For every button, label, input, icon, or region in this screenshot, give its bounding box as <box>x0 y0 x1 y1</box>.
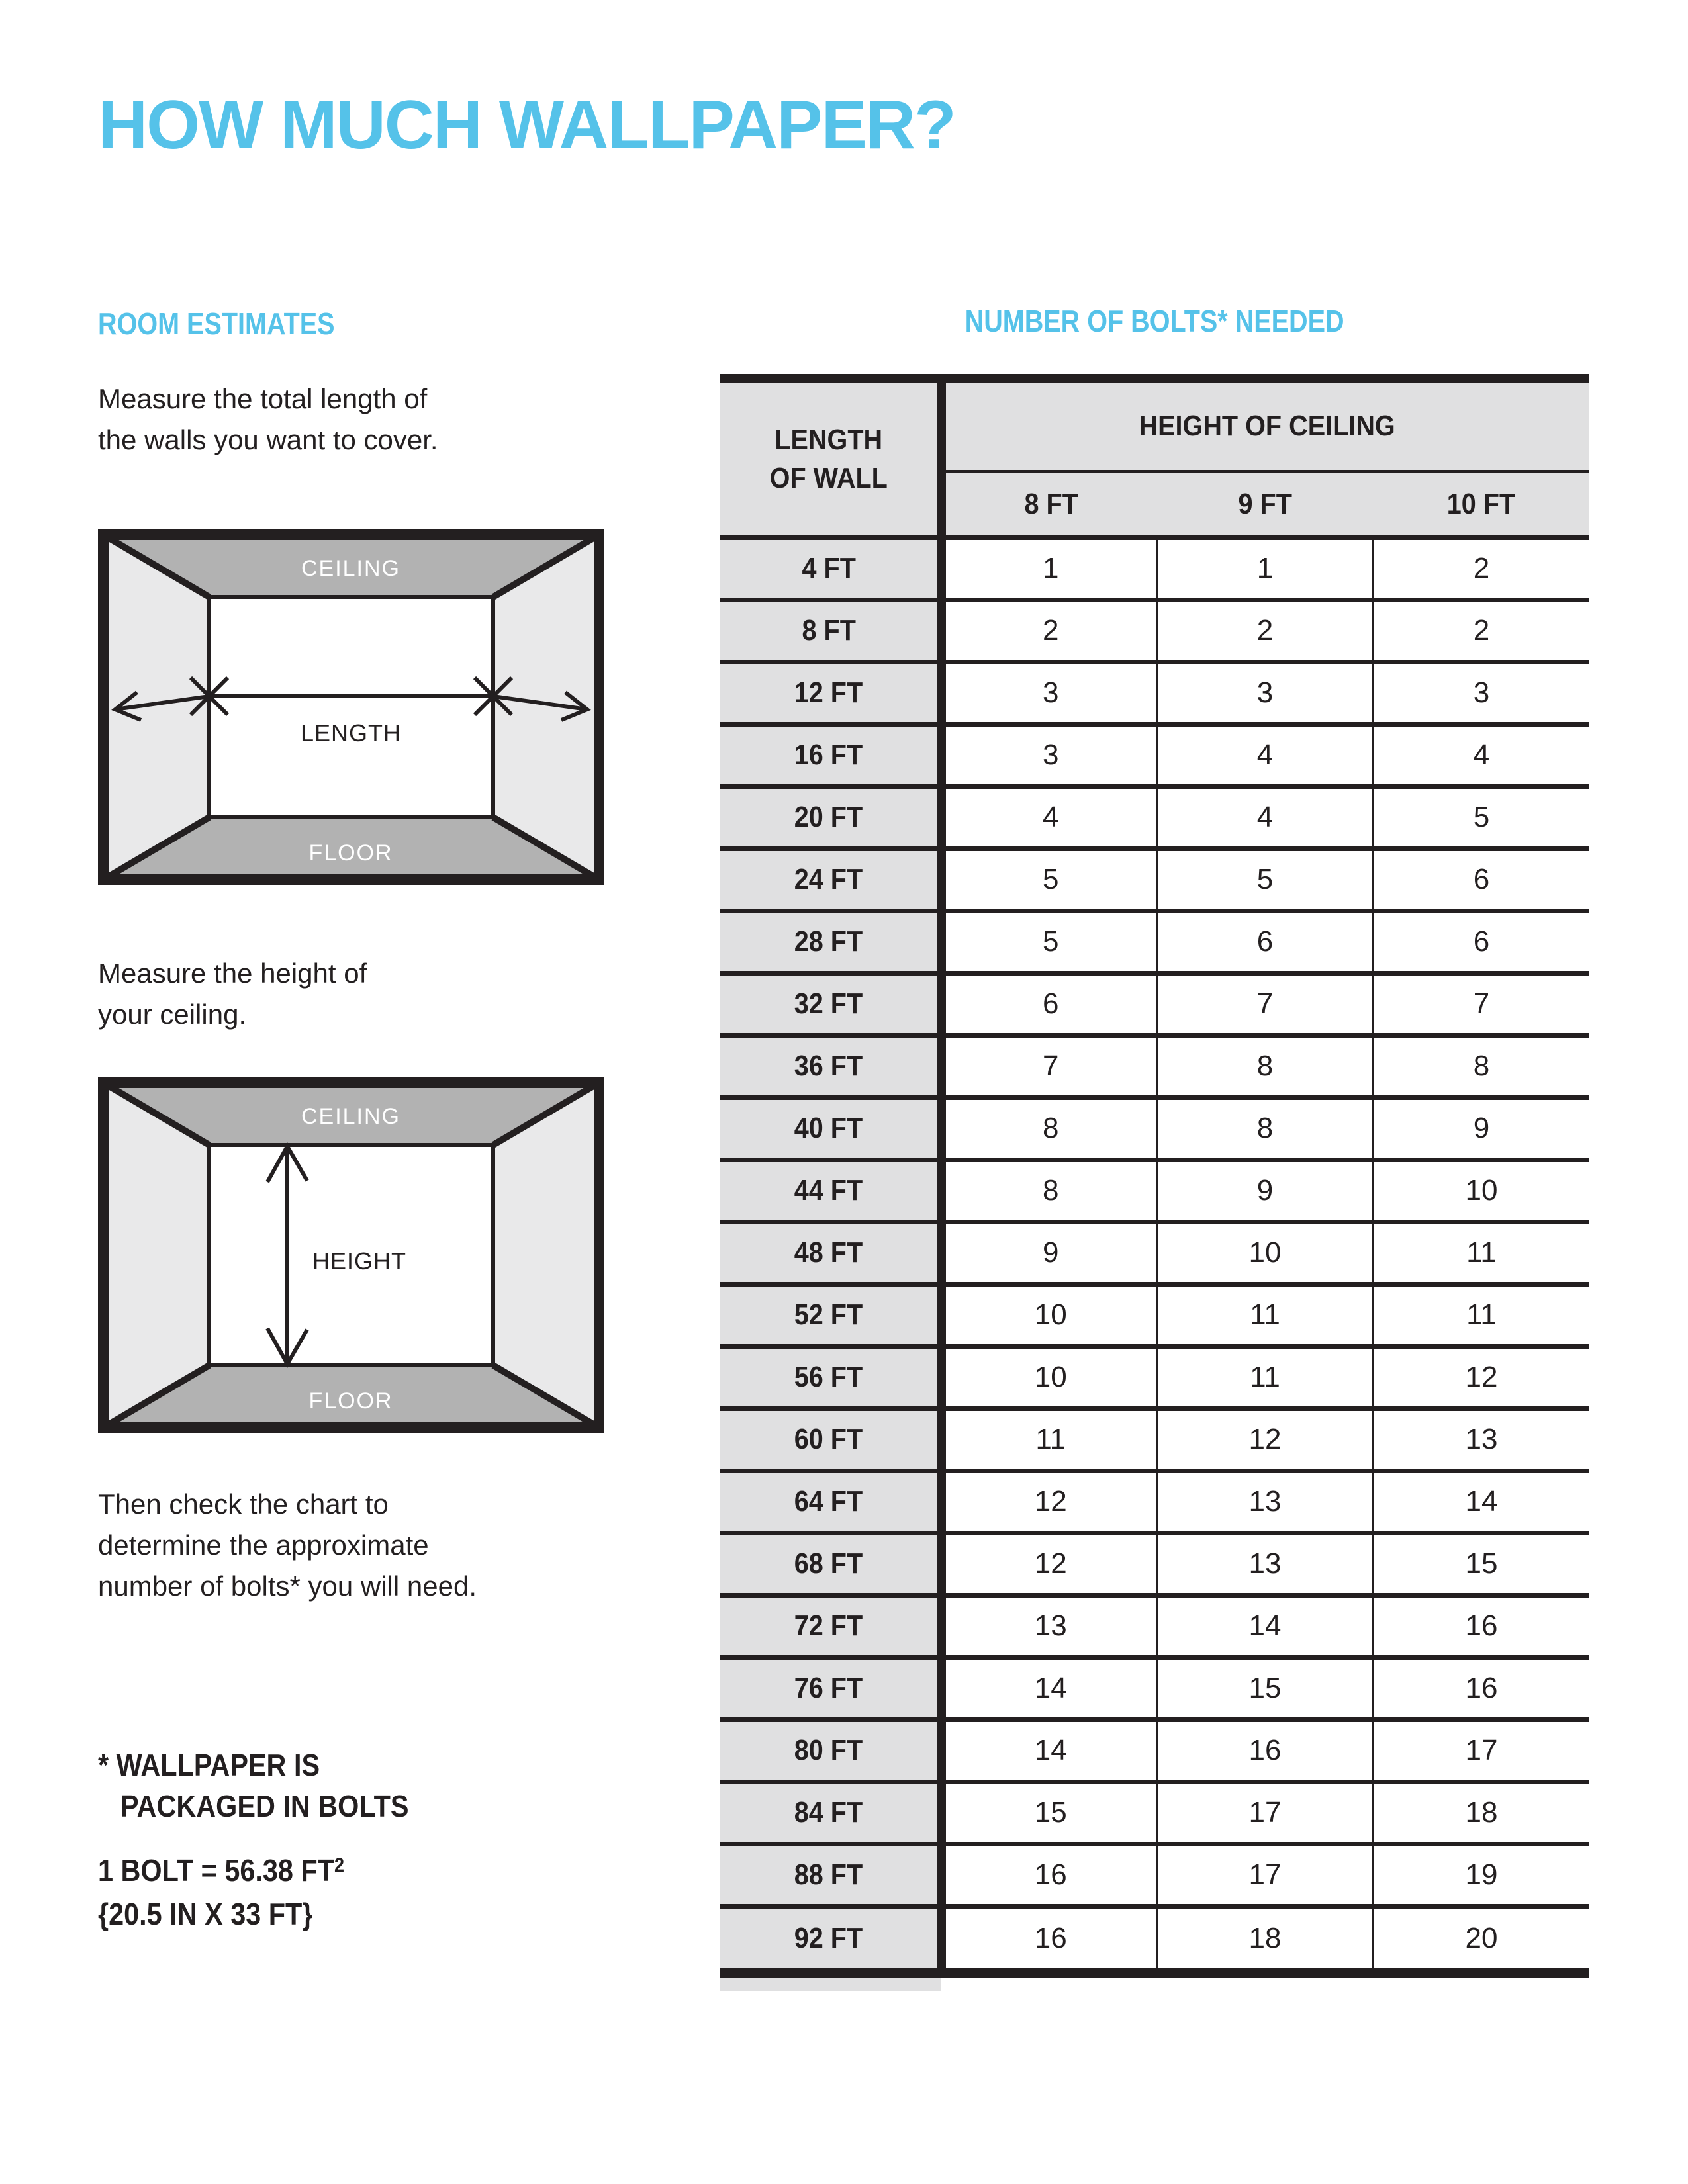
step1-line2: the walls you want to cover. <box>98 424 438 455</box>
cell-bolts-8ft: 8 <box>941 1097 1157 1160</box>
bolt-footnote <box>98 1745 441 1827</box>
cell-bolts-10ft: 17 <box>1373 1719 1589 1782</box>
table-row <box>720 600 1589 662</box>
height-label: HEIGHT <box>312 1248 407 1275</box>
instruction-step-2 <box>98 953 367 1035</box>
row-label-length: 24 FT <box>720 848 941 911</box>
table-row <box>720 1097 1589 1160</box>
cell-bolts-8ft: 16 <box>941 1906 1157 1968</box>
step3-line2: determine the approximate <box>98 1529 429 1561</box>
cell-bolts-10ft: 2 <box>1373 537 1589 600</box>
row-label-length: 52 FT <box>720 1284 941 1346</box>
row-label-length: 28 FT <box>720 911 941 973</box>
table-row <box>720 1533 1589 1595</box>
cell-bolts-9ft: 14 <box>1157 1595 1373 1657</box>
row-label-length: 32 FT <box>720 973 941 1035</box>
cell-bolts-8ft: 13 <box>941 1595 1157 1657</box>
bolt-dimensions: {20.5 IN X 33 FT} <box>98 1897 313 1931</box>
table-row <box>720 537 1589 600</box>
instruction-step-1 <box>98 379 438 461</box>
table-row <box>720 1408 1589 1471</box>
col-header-10ft: 10 FT <box>1373 471 1589 537</box>
step3-line3: number of bolts* you will need. <box>98 1570 477 1602</box>
cell-bolts-10ft: 6 <box>1373 848 1589 911</box>
cell-bolts-8ft: 11 <box>941 1408 1157 1471</box>
row-label-length: 8 FT <box>720 600 941 662</box>
cell-bolts-9ft: 10 <box>1157 1222 1373 1284</box>
back-wall-face <box>209 597 493 817</box>
cell-bolts-10ft: 15 <box>1373 1533 1589 1595</box>
cell-bolts-9ft: 12 <box>1157 1408 1373 1471</box>
table-row <box>720 1284 1589 1346</box>
col-header-8ft: 8 FT <box>941 471 1157 537</box>
cell-bolts-9ft: 9 <box>1157 1160 1373 1222</box>
cell-bolts-8ft: 15 <box>941 1782 1157 1844</box>
cell-bolts-9ft: 7 <box>1157 973 1373 1035</box>
row-label-length: 68 FT <box>720 1533 941 1595</box>
cell-bolts-9ft: 11 <box>1157 1346 1373 1408</box>
row-label-length: 4 FT <box>720 537 941 600</box>
cell-bolts-8ft: 14 <box>941 1719 1157 1782</box>
row-label-length: 88 FT <box>720 1844 941 1906</box>
cell-bolts-10ft: 11 <box>1373 1222 1589 1284</box>
table-row <box>720 973 1589 1035</box>
table-row <box>720 1782 1589 1844</box>
cell-bolts-10ft: 9 <box>1373 1097 1589 1160</box>
cell-bolts-8ft: 2 <box>941 600 1157 662</box>
cell-bolts-10ft: 4 <box>1373 724 1589 786</box>
table-title: NUMBER OF BOLTS* NEEDED <box>964 304 1344 338</box>
cell-bolts-8ft: 6 <box>941 973 1157 1035</box>
ceiling-label: CEILING <box>301 556 401 581</box>
bolts-table-body <box>720 383 1589 1968</box>
cell-bolts-8ft: 3 <box>941 662 1157 724</box>
cell-bolts-8ft: 10 <box>941 1346 1157 1408</box>
room-height-diagram <box>98 1077 604 1433</box>
table-row <box>720 1906 1589 1968</box>
table-title-wrap <box>720 303 1589 339</box>
row-label-length: 40 FT <box>720 1097 941 1160</box>
cell-bolts-8ft: 12 <box>941 1533 1157 1595</box>
table-row <box>720 1471 1589 1533</box>
table-row <box>720 1719 1589 1782</box>
row-label-length: 60 FT <box>720 1408 941 1471</box>
row-label-length: 44 FT <box>720 1160 941 1222</box>
cell-bolts-9ft: 16 <box>1157 1719 1373 1782</box>
row-label-length: 36 FT <box>720 1035 941 1097</box>
step3-line1: Then check the chart to <box>98 1488 389 1520</box>
step2-line2: your ceiling. <box>98 999 247 1030</box>
cell-bolts-10ft: 11 <box>1373 1284 1589 1346</box>
cell-bolts-8ft: 10 <box>941 1284 1157 1346</box>
cell-bolts-9ft: 5 <box>1157 848 1373 911</box>
cell-bolts-10ft: 13 <box>1373 1408 1589 1471</box>
cell-bolts-10ft: 2 <box>1373 600 1589 662</box>
step1-line1: Measure the total length of <box>98 383 428 414</box>
cell-bolts-8ft: 12 <box>941 1471 1157 1533</box>
cell-bolts-8ft: 9 <box>941 1222 1157 1284</box>
cell-bolts-10ft: 16 <box>1373 1657 1589 1719</box>
cell-bolts-10ft: 10 <box>1373 1160 1589 1222</box>
cell-bolts-9ft: 2 <box>1157 600 1373 662</box>
footnote-line1: * WALLPAPER IS <box>98 1748 320 1782</box>
table-row <box>720 1346 1589 1408</box>
footnote-line2: PACKAGED IN BOLTS <box>120 1789 409 1823</box>
cell-bolts-8ft: 8 <box>941 1160 1157 1222</box>
bolt-equivalence <box>98 1844 371 1936</box>
cell-bolts-8ft: 1 <box>941 537 1157 600</box>
superscript-2: 2 <box>334 1854 345 1876</box>
bolt-equation: 1 BOLT = 56.38 $FT^2$ <box>98 1853 345 1888</box>
cell-bolts-10ft: 18 <box>1373 1782 1589 1844</box>
row-label-length: 84 FT <box>720 1782 941 1844</box>
row-label-length: 64 FT <box>720 1471 941 1533</box>
cell-bolts-8ft: 5 <box>941 848 1157 911</box>
cell-bolts-9ft: 4 <box>1157 724 1373 786</box>
row-label-length: 12 FT <box>720 662 941 724</box>
cell-bolts-9ft: 17 <box>1157 1782 1373 1844</box>
room-length-diagram <box>98 529 604 885</box>
cell-bolts-9ft: 4 <box>1157 786 1373 848</box>
row-label-length: 16 FT <box>720 724 941 786</box>
table-row <box>720 1222 1589 1284</box>
table-row <box>720 1595 1589 1657</box>
cell-bolts-9ft: 13 <box>1157 1533 1373 1595</box>
table-row <box>720 724 1589 786</box>
step2-line1: Measure the height of <box>98 958 367 989</box>
cell-bolts-9ft: 8 <box>1157 1097 1373 1160</box>
cell-bolts-9ft: 6 <box>1157 911 1373 973</box>
cell-bolts-8ft: 5 <box>941 911 1157 973</box>
table-row <box>720 911 1589 973</box>
row-label-length: 72 FT <box>720 1595 941 1657</box>
table-header-row-1 <box>720 383 1589 471</box>
table-row <box>720 1160 1589 1222</box>
length-label: LENGTH <box>300 719 402 747</box>
cell-bolts-10ft: 14 <box>1373 1471 1589 1533</box>
cell-bolts-10ft: 19 <box>1373 1844 1589 1906</box>
cell-bolts-10ft: 7 <box>1373 973 1589 1035</box>
instruction-step-3 <box>98 1484 477 1607</box>
table-row <box>720 1035 1589 1097</box>
floor-label: FLOOR <box>308 841 393 866</box>
bolts-table <box>720 374 1589 1978</box>
row-label-length: 92 FT <box>720 1906 941 1968</box>
page-title: HOW MUCH WALLPAPER? <box>98 87 955 163</box>
cell-bolts-8ft: 16 <box>941 1844 1157 1906</box>
cell-bolts-9ft: 17 <box>1157 1844 1373 1906</box>
cell-bolts-9ft: 1 <box>1157 537 1373 600</box>
col-header-9ft: 9 FT <box>1157 471 1373 537</box>
table-row <box>720 662 1589 724</box>
cell-bolts-8ft: 4 <box>941 786 1157 848</box>
cell-bolts-9ft: 8 <box>1157 1035 1373 1097</box>
table-row <box>720 786 1589 848</box>
floor-label: FLOOR <box>308 1388 393 1414</box>
cell-bolts-10ft: 12 <box>1373 1346 1589 1408</box>
cell-bolts-10ft: 8 <box>1373 1035 1589 1097</box>
cell-bolts-8ft: 14 <box>941 1657 1157 1719</box>
table-row <box>720 1844 1589 1906</box>
cell-bolts-10ft: 6 <box>1373 911 1589 973</box>
cell-bolts-10ft: 3 <box>1373 662 1589 724</box>
row-label-length: 56 FT <box>720 1346 941 1408</box>
cell-bolts-9ft: 13 <box>1157 1471 1373 1533</box>
row-label-length: 80 FT <box>720 1719 941 1782</box>
row-label-length: 48 FT <box>720 1222 941 1284</box>
table-row <box>720 1657 1589 1719</box>
cell-bolts-9ft: 3 <box>1157 662 1373 724</box>
row-label-length: 20 FT <box>720 786 941 848</box>
section-title-room-estimates: ROOM ESTIMATES <box>98 306 335 341</box>
cell-bolts-10ft: 20 <box>1373 1906 1589 1968</box>
cell-bolts-9ft: 11 <box>1157 1284 1373 1346</box>
cell-bolts-10ft: 5 <box>1373 786 1589 848</box>
cell-bolts-9ft: 18 <box>1157 1906 1373 1968</box>
cell-bolts-9ft: 15 <box>1157 1657 1373 1719</box>
row-label-length: 76 FT <box>720 1657 941 1719</box>
corner-header-length-of-wall: LENGTH OF WALL <box>720 383 941 537</box>
cell-bolts-8ft: 7 <box>941 1035 1157 1097</box>
cell-bolts-8ft: 3 <box>941 724 1157 786</box>
cell-bolts-10ft: 16 <box>1373 1595 1589 1657</box>
ceiling-label: CEILING <box>301 1104 401 1129</box>
table-row <box>720 848 1589 911</box>
span-header-height-of-ceiling: HEIGHT OF CEILING <box>941 383 1589 471</box>
